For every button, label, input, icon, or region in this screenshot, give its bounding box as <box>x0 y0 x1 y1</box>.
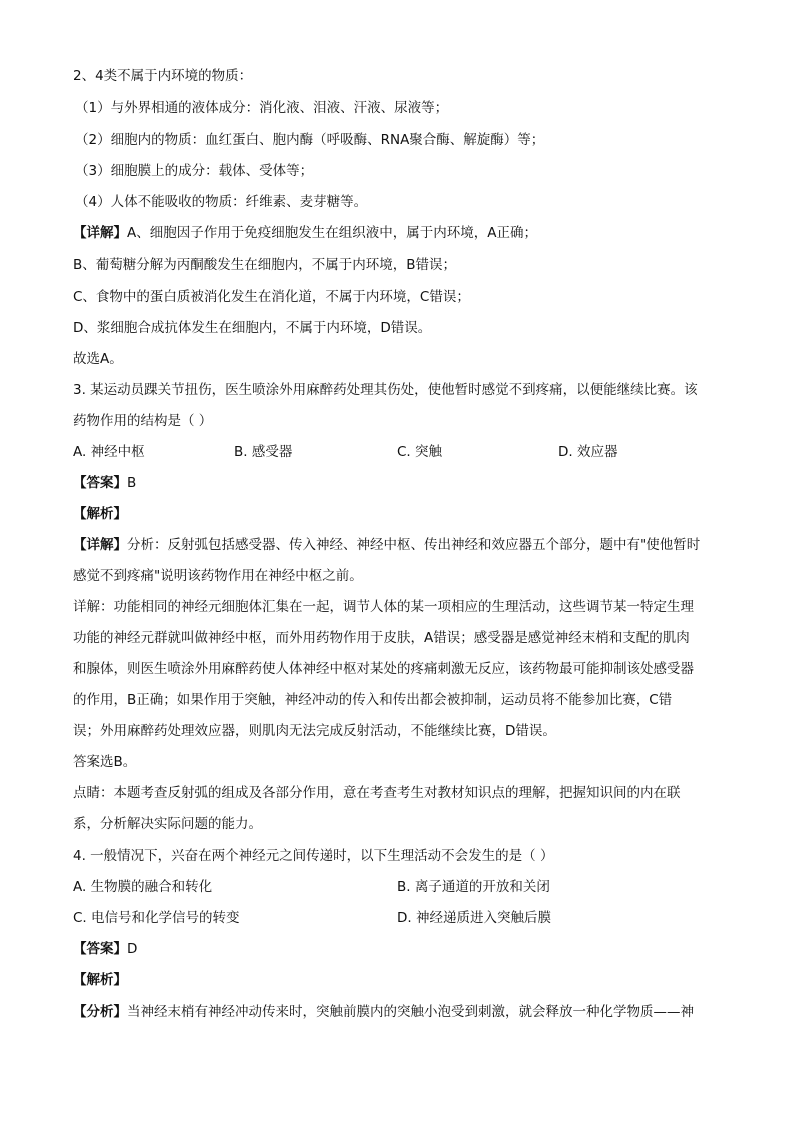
q3-explain-line-1: 详解：功能相同的神经元细胞体汇集在一起，调节人体的某一项相应的生理活动，这些调节某一特定生理 <box>73 599 694 615</box>
q4-analysis-tag: 【解析】 <box>73 972 127 988</box>
q3-stem-line-1: 3. 某运动员踝关节扭伤，医生喷涂外用麻醉药处理其伤处，使他暂时感觉不到疼痛，以便能继续比赛。该 <box>73 382 698 398</box>
q4-fenxi-line: 【分析】当神经末梢有神经冲动传来时，突触前膜内的突触小泡受到刺激，就会释放一种化学物质——神 <box>73 1004 694 1020</box>
q2-detail-line-1: 【详解】A、细胞因子作用于免疫细胞发生在组织液中，属于内环境，A正确； <box>73 225 537 241</box>
q4-answer: 【答案】D <box>73 941 138 957</box>
q4-option-d: D. 神经递质进入突触后膜 <box>397 910 551 926</box>
q3-explain-line-4: 的作用，B正确；如果作用于突触，神经冲动的传入和传出都会被抑制，运动员将不能参加比赛，C错 <box>73 692 673 708</box>
q3-answer: 【答案】B <box>73 475 137 491</box>
q3-option-a: A. 神经中枢 <box>73 444 145 460</box>
q4-option-c: C. 电信号和化学信号的转变 <box>73 910 240 926</box>
q3-option-b: B. 感受器 <box>234 444 293 460</box>
q4-option-a: A. 生物膜的融合和转化 <box>73 879 213 895</box>
q3-explain-line-3: 和腺体，则医生喷涂外用麻醉药使人体神经中枢对某处的疼痛刺激无反应，该药物最可能抑制该处感受器 <box>73 661 694 677</box>
q4-option-b: B. 离子通道的开放和关闭 <box>397 879 550 895</box>
q2-conclusion: 故选A。 <box>73 351 123 367</box>
q3-detail-line-1: 【详解】分析：反射弧包括感受器、传入神经、神经中枢、传出神经和效应器五个部分，题中有"使他暂时 <box>73 537 701 553</box>
q2-detail-line-2: B、葡萄糖分解为丙酮酸发生在细胞内，不属于内环境，B错误； <box>73 257 457 273</box>
intro-item-2: （2）细胞内的物质：血红蛋白、胞内酶（呼吸酶、RNA聚合酶、解旋酶）等； <box>75 132 545 148</box>
q3-detail-line-2: 感觉不到疼痛"说明该药物作用在神经中枢之前。 <box>73 568 363 584</box>
q3-conclusion: 答案选B。 <box>73 754 137 770</box>
q3-explain-line-5: 误；外用麻醉药处理效应器，则肌肉无法完成反射活动，不能继续比赛，D错误。 <box>73 723 556 739</box>
q3-comment-line-2: 系，分析解决实际问题的能力。 <box>73 816 262 832</box>
intro-heading: 2、4类不属于内环境的物质： <box>73 68 253 84</box>
q4-stem: 4. 一般情况下，兴奋在两个神经元之间传递时，以下生理活动不会发生的是（ ） <box>73 848 554 864</box>
q2-detail-line-3: C、食物中的蛋白质被消化发生在消化道，不属于内环境，C错误； <box>73 289 470 305</box>
q3-explain-line-2: 功能的神经元群就叫做神经中枢，而外用药物作用于皮肤，A错误；感受器是感觉神经末梢和支配的肌肉 <box>73 630 690 646</box>
q3-analysis-tag: 【解析】 <box>73 506 127 522</box>
intro-item-4: （4）人体不能吸收的物质：纤维素、麦芽糖等。 <box>75 194 368 210</box>
intro-item-1: （1）与外界相通的液体成分：消化液、泪液、汗液、尿液等； <box>75 100 449 116</box>
q2-detail-line-4: D、浆细胞合成抗体发生在细胞内，不属于内环境，D错误。 <box>73 320 432 336</box>
q3-comment-line-1: 点睛：本题考查反射弧的组成及各部分作用，意在考查考生对教材知识点的理解，把握知识间的内在联 <box>73 785 681 801</box>
q3-option-c: C. 突触 <box>397 444 443 460</box>
q3-stem-line-2: 药物作用的结构是（ ） <box>73 413 213 429</box>
q3-option-d: D. 效应器 <box>558 444 618 460</box>
detail-tag: 【详解】 <box>73 225 127 241</box>
intro-item-3: （3）细胞膜上的成分：载体、受体等； <box>75 163 314 179</box>
